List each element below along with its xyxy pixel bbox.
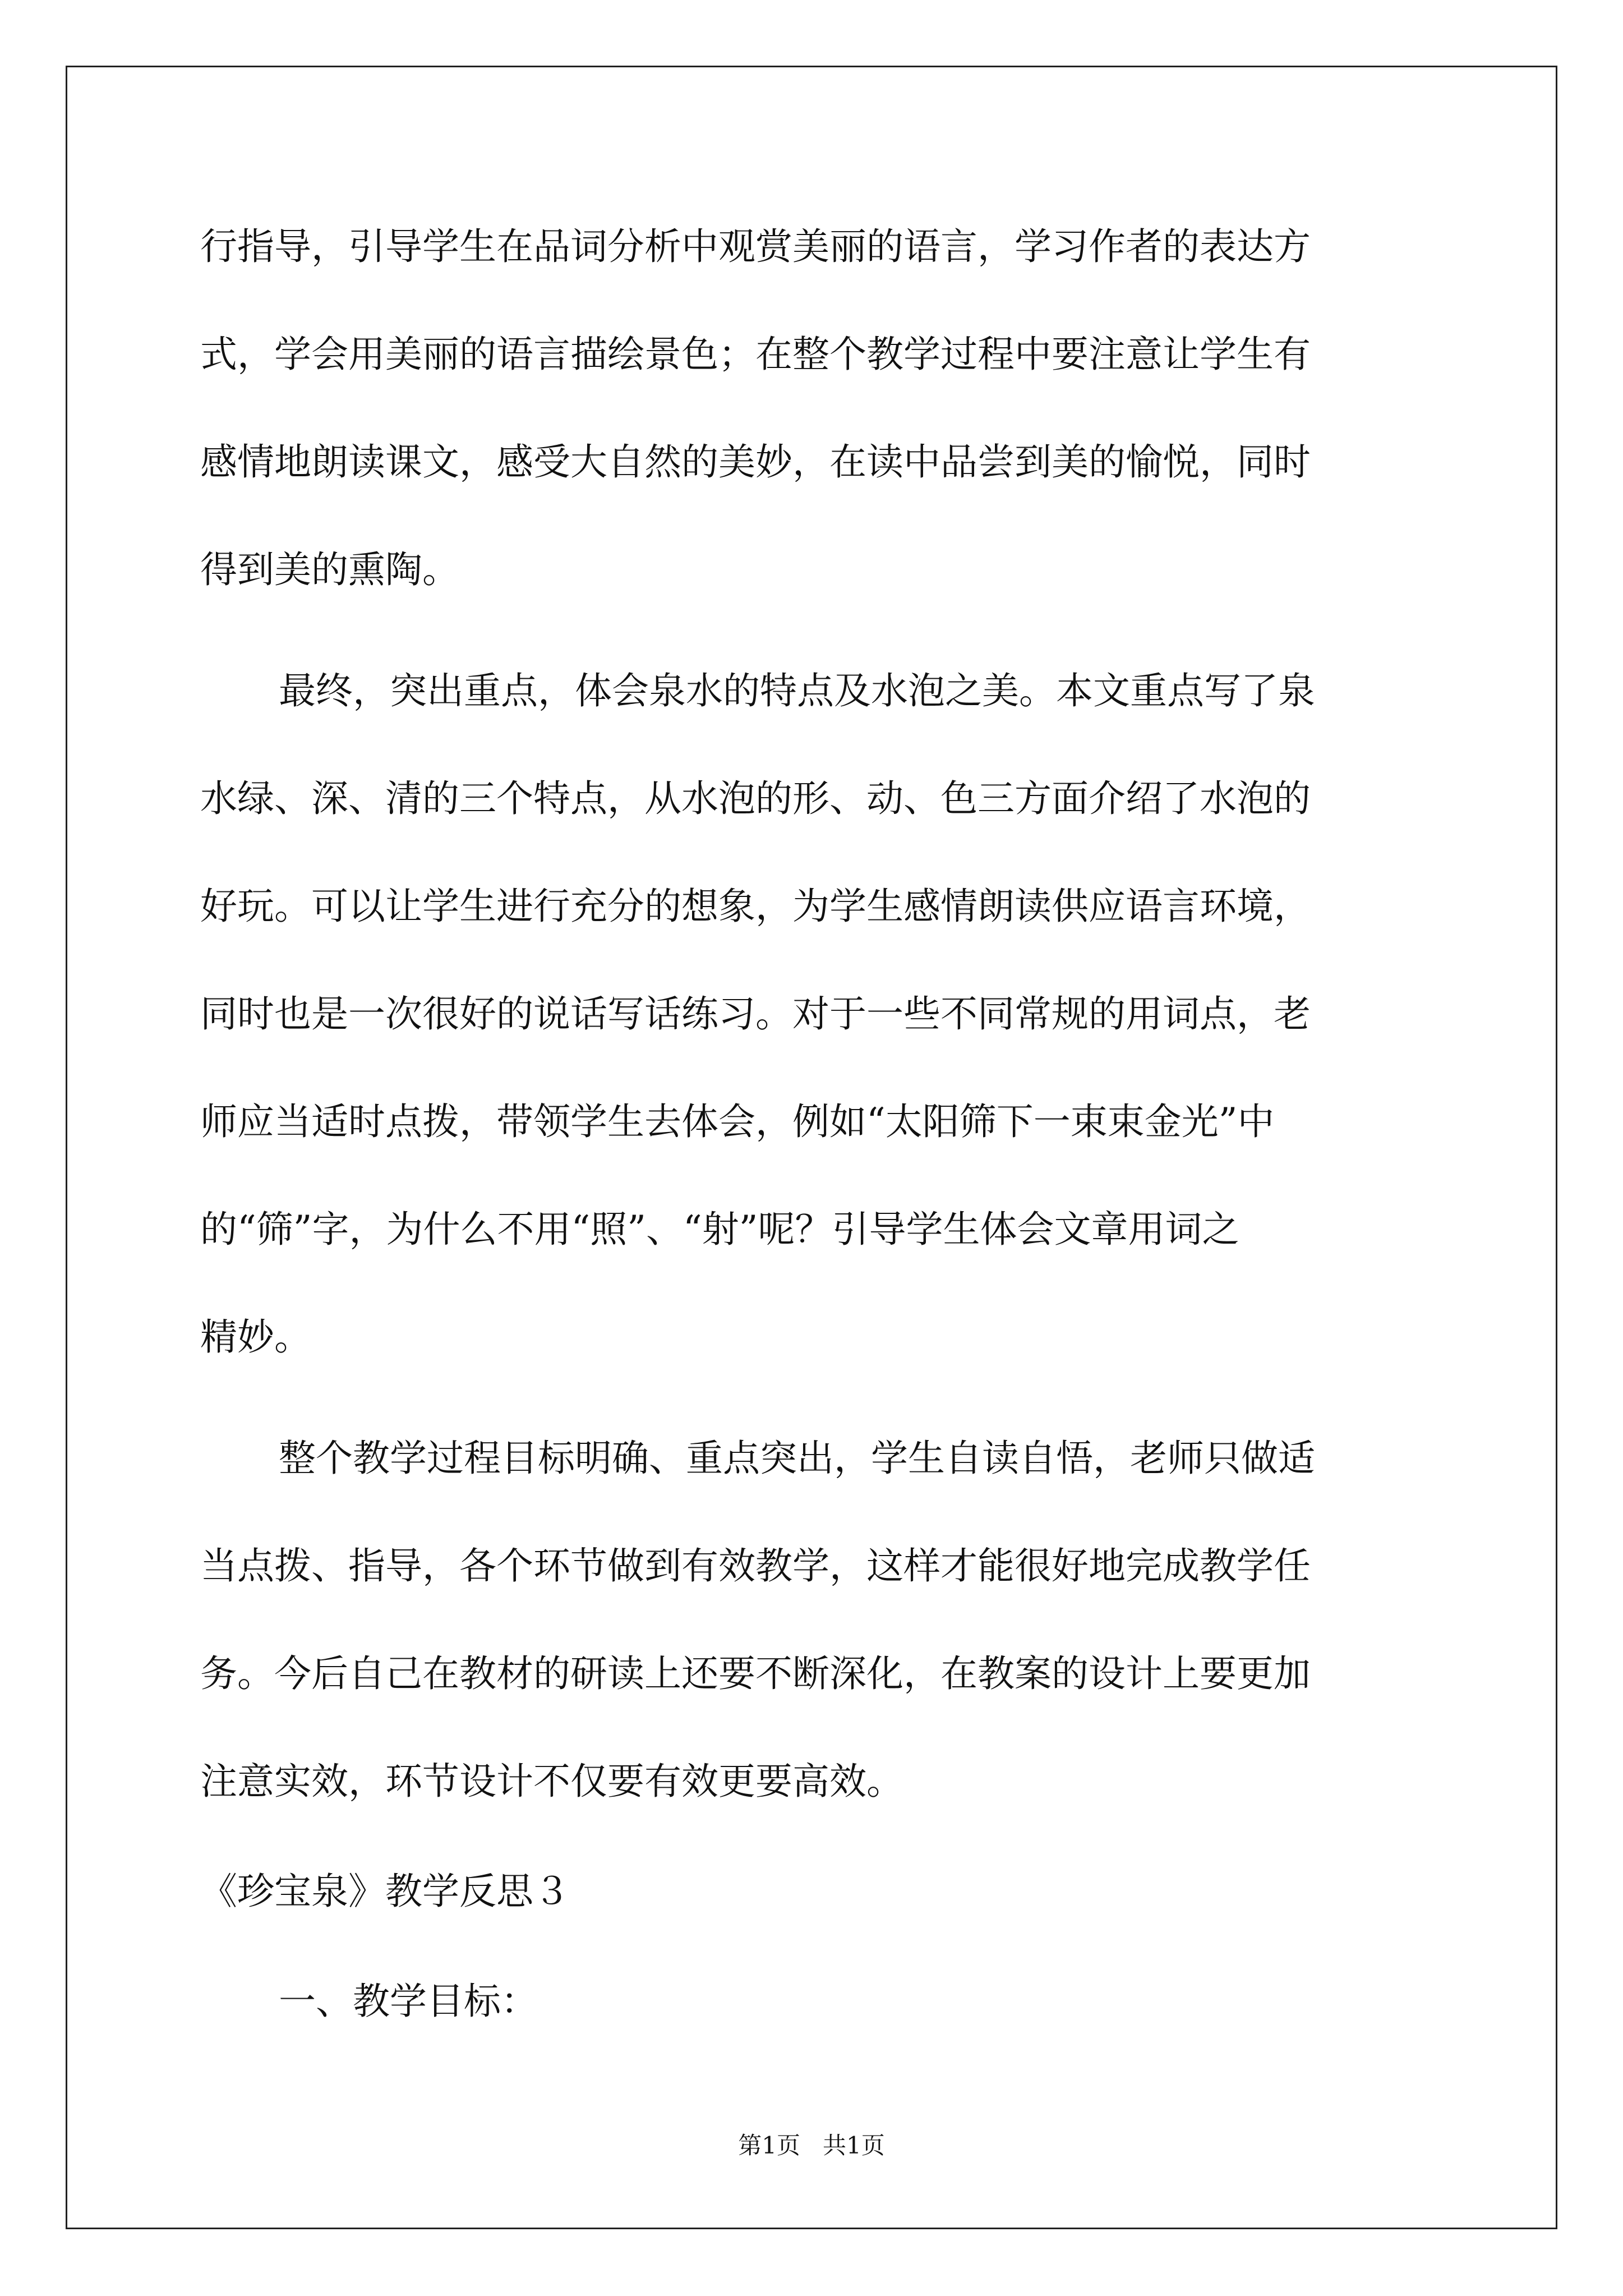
document-body — [200, 202, 1423, 2024]
text-line: 感情地朗读课文，感受大自然的美妙，在读中品尝到美的愉悦，同时 — [200, 440, 1311, 484]
text-line: 师应当适时点拨，带领学生去体会，例如“太阳筛下一束束金光”中 — [200, 1100, 1275, 1143]
text-line: 整个教学过程目标明确、重点突出，学生自读自悟，老师只做适 — [279, 1437, 1315, 1480]
text-line: 最终，突出重点，体会泉水的特点及水泡之美。本文重点写了泉 — [279, 669, 1315, 712]
paragraph-5 — [200, 1979, 1423, 2024]
text-line: 注意实效，环节设计不仅要有效更要高效。 — [200, 1760, 903, 1803]
text-line: 式，学会用美丽的语言描绘景色；在整个教学过程中要注意让学生有 — [200, 333, 1311, 376]
paragraph-1 — [200, 224, 1423, 592]
text-line: 水绿、深、清的三个特点，从水泡的形、动、色三方面介绍了水泡的 — [200, 777, 1311, 820]
page-footer: 第1页 共1页 — [738, 2132, 885, 2159]
text-line: 当点拨、指导，各个环节做到有效教学，这样才能很好地完成教学任 — [200, 1544, 1311, 1588]
text-line: 一、教学目标： — [279, 1980, 538, 2023]
paragraph-2 — [200, 669, 1423, 1360]
heading-line: 《珍宝泉》教学反思３ — [200, 1870, 570, 1913]
text-line: 的“筛”字，为什么不用“照”、“射”呢？引导学生体会文章用词之 — [200, 1208, 1239, 1251]
text-line: 务。今后自己在教材的研读上还要不断深化，在教案的设计上要更加 — [200, 1652, 1311, 1695]
text-line: 得到美的熏陶。 — [200, 548, 459, 591]
text-line: 好玩。可以让学生进行充分的想象，为学生感情朗读供应语言环境， — [200, 885, 1311, 928]
section-heading — [200, 1869, 1423, 1914]
text-line: 精妙。 — [200, 1315, 311, 1359]
text-line: 同时也是一次很好的说话写话练习。对于一些不同常规的用词点，老 — [200, 992, 1311, 1036]
paragraph-3 — [200, 1436, 1423, 1804]
text-line: 行指导，引导学生在品词分析中观赏美丽的语言，学习作者的表达方 — [200, 225, 1311, 268]
